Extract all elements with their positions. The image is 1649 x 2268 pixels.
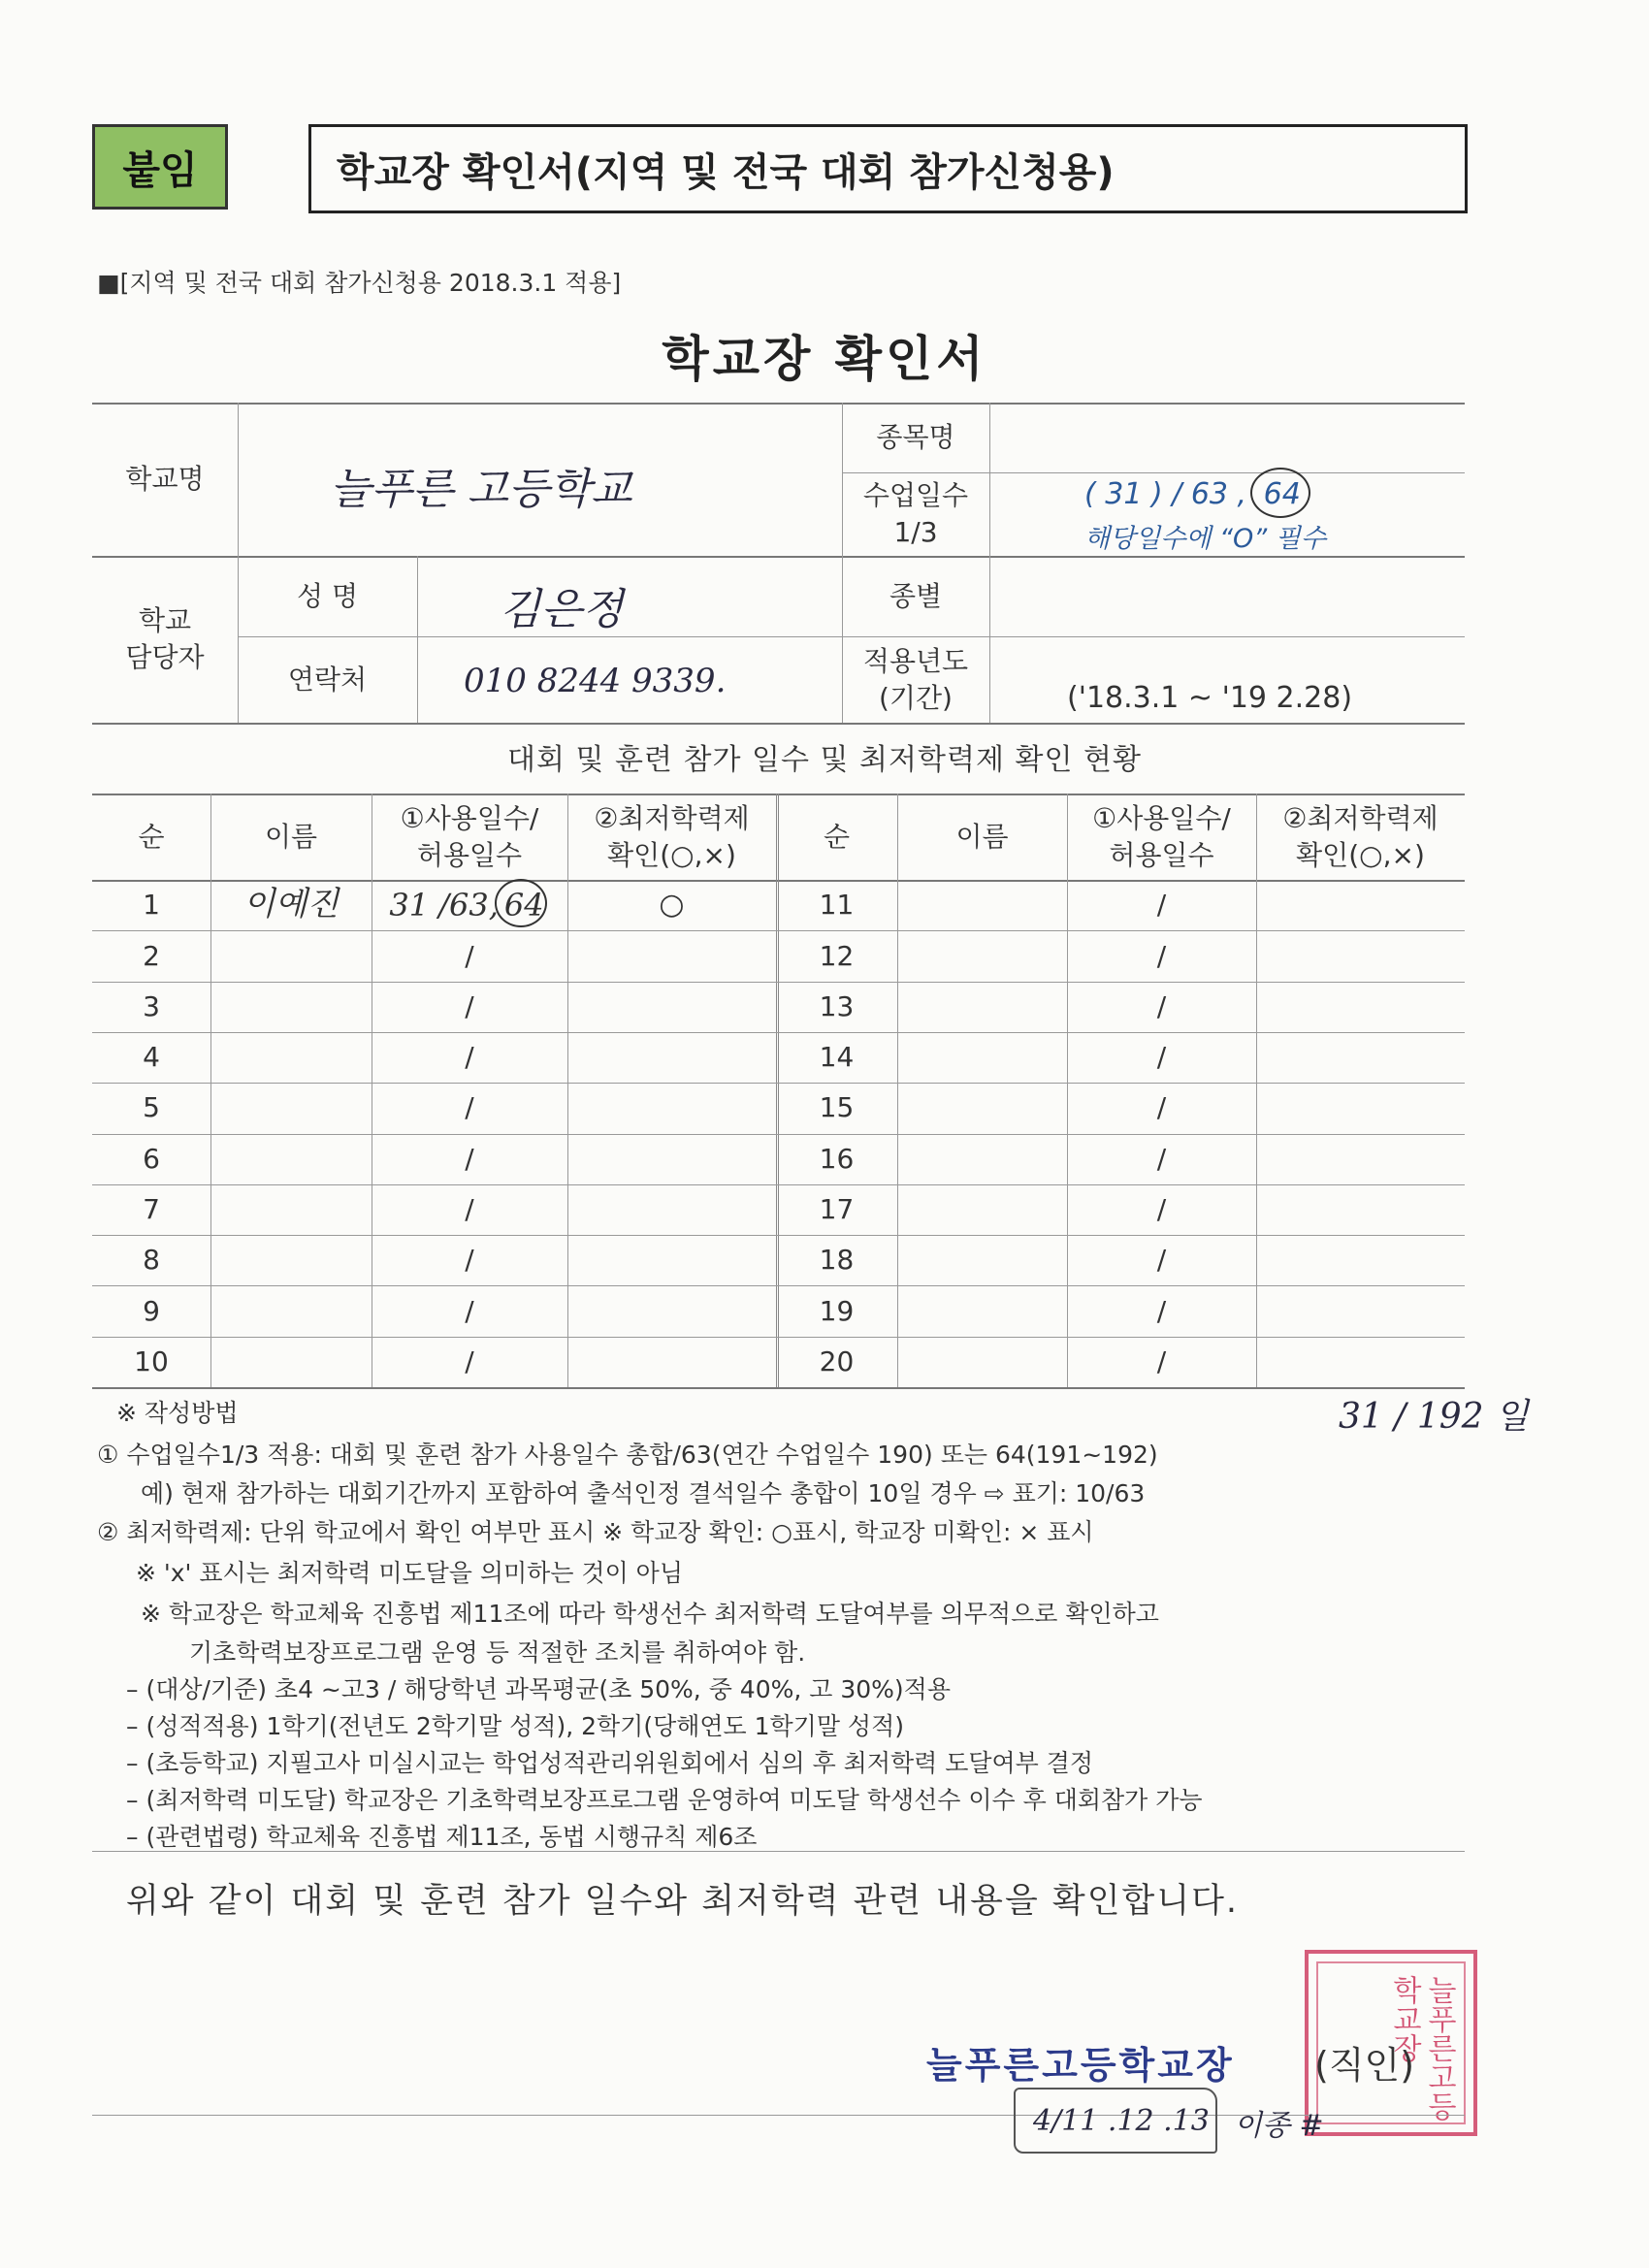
- row-number: 19: [819, 1294, 855, 1327]
- row-name: [210, 1337, 372, 1387]
- principal-name: 늘푸른고등학교장: [926, 2044, 1235, 2087]
- contact-label: 연락처: [287, 663, 368, 696]
- info-divider: [417, 556, 418, 723]
- header-title: 학교장 확인서(지역 및 전국 대회 참가신청용): [308, 124, 1468, 213]
- school-days-label-line1: 수업일수: [862, 479, 969, 512]
- note-1b: 예) 현재 참가하는 대회기간까지 포함하여 출석인정 결석일수 총합이 10일 경우 ⇨ 표기: 10/63: [141, 1479, 1146, 1507]
- row-number: 14: [819, 1041, 855, 1074]
- year-label-line1: 적용년도: [862, 644, 969, 677]
- days-circled-wrap: [1256, 477, 1309, 511]
- row-check: [567, 930, 776, 981]
- header-min-line1: ②최저학력제: [594, 801, 750, 834]
- row-check: ○: [659, 887, 685, 922]
- header-days: [372, 794, 567, 880]
- row-number: 1: [143, 889, 160, 922]
- row-number: 4: [143, 1041, 160, 1074]
- row-check: [567, 1032, 776, 1083]
- header-name: 이름: [264, 820, 318, 853]
- handwritten-note: 이종 #: [1234, 2109, 1324, 2143]
- hand-note: 31 / 192 일: [1339, 1397, 1529, 1437]
- bullet-1: – (대상/기준) 초4 ~고3 / 해당학년 과목평균(초 50%, 중 40%, 고 30%)적용: [126, 1675, 951, 1703]
- row-number: 20: [819, 1345, 855, 1377]
- row-number: 11: [819, 889, 855, 922]
- row-name: [210, 1032, 372, 1083]
- row-number: 6: [143, 1142, 160, 1175]
- school-name-value: 늘푸른 고등학교: [330, 465, 632, 514]
- row-name: [210, 1184, 372, 1235]
- row-days: /: [465, 939, 474, 972]
- row-days: /: [465, 1244, 474, 1277]
- note-4a: ※ 학교장은 학교체육 진흥법 제11조에 따라 학생선수 최저학력 도달여부를 의무적으로 확인하고: [141, 1600, 1159, 1628]
- header-days-line1: ①사용일수/: [1092, 801, 1231, 834]
- year-value: ('18.3.1 ~ '19 2.28): [1067, 681, 1353, 715]
- row-check: [1256, 1285, 1465, 1336]
- row-days: /: [1156, 889, 1167, 922]
- row-days: /: [465, 1142, 474, 1175]
- row-number: 3: [143, 989, 160, 1022]
- type-value: [989, 556, 1465, 636]
- row-days: /: [1156, 1244, 1167, 1277]
- row-days-circled: 64: [503, 886, 544, 923]
- row-check: [567, 1134, 776, 1184]
- row-number: 8: [143, 1244, 160, 1277]
- row-days: /: [1156, 1091, 1167, 1124]
- row-days-circled-wrap: [499, 885, 550, 926]
- school-days-note: 해당일수에 “O” 필수: [1084, 524, 1326, 554]
- manager-label-line1: 학교: [138, 604, 192, 637]
- confirmation-text: 위와 같이 대회 및 훈련 참가 일수와 최저학력 관련 내용을 확인합니다.: [126, 1882, 1240, 1921]
- row-days: [372, 880, 567, 930]
- note-4b: 기초학력보장프로그램 운영 등 적절한 조치를 취하여야 함.: [189, 1638, 806, 1667]
- row-number: 2: [143, 939, 160, 972]
- school-days-value: [1084, 477, 1309, 511]
- row-days: /: [465, 1041, 474, 1074]
- row-days: /: [1156, 1142, 1167, 1175]
- row-days: /: [1156, 1041, 1167, 1074]
- header-min-line2: 확인(○,×): [607, 838, 736, 871]
- row-days: /: [465, 1091, 474, 1124]
- notes-bottom-line: [92, 1851, 1465, 1852]
- row-check: [1256, 1184, 1465, 1235]
- row-name: [210, 1235, 372, 1285]
- handwritten-date-note: 4/11 .12 .13: [1014, 2088, 1217, 2154]
- header-days: [1067, 794, 1256, 880]
- row-name: [210, 1083, 372, 1133]
- row-name: 이예진: [242, 885, 340, 924]
- header-days-line2: 허용일수: [416, 838, 523, 871]
- attachment-tag: 붙임: [92, 124, 228, 210]
- table-bottom-line: [92, 1387, 1465, 1389]
- row-name: [210, 982, 372, 1032]
- manager-label: [92, 556, 238, 723]
- header-no: 순: [823, 820, 851, 853]
- school-days-label-line2: 1/3: [893, 516, 938, 548]
- bullet-5: – (관련법령) 학교체육 진흥법 제11조, 동법 시행규칙 제6조: [126, 1823, 758, 1851]
- row-number: 16: [819, 1142, 855, 1175]
- info-line: [92, 723, 1465, 725]
- row-check: [1256, 1235, 1465, 1285]
- school-label: 학교명: [125, 463, 205, 496]
- header-days-line2: 허용일수: [1109, 838, 1214, 871]
- row-check: [1256, 930, 1465, 981]
- row-check: [567, 1083, 776, 1133]
- type-label: 종별: [889, 579, 943, 612]
- year-label: [842, 636, 989, 723]
- row-check: [567, 1235, 776, 1285]
- seal-text: 늘푸른고등학교장: [1387, 1975, 1456, 2121]
- header-min-line1: ②최저학력제: [1282, 801, 1439, 834]
- header-no: 순: [138, 820, 165, 853]
- days-used-value: ( 31 ) / 63 ,: [1084, 477, 1247, 511]
- row-number: 15: [819, 1091, 855, 1124]
- row-number: 7: [143, 1193, 160, 1226]
- row-name: [897, 930, 1067, 981]
- row-name: [897, 1285, 1067, 1336]
- school-days-label: [842, 472, 989, 556]
- header-days-line1: ①사용일수/: [400, 801, 539, 834]
- note-3: ※ 'x' 표시는 최저학력 미도달을 의미하는 것이 아님: [136, 1559, 683, 1587]
- row-name: [210, 1285, 372, 1336]
- row-name: [897, 880, 1067, 930]
- row-days-value: 31 /63,: [389, 886, 499, 923]
- row-check: [567, 982, 776, 1032]
- row-name: [897, 1337, 1067, 1387]
- note-1a: ① 수업일수1/3 적용: 대회 및 훈련 참가 사용일수 총합/63(연간 수업일수 190) 또는 64(191~192): [97, 1441, 1158, 1469]
- row-number: 9: [143, 1294, 160, 1327]
- row-days: /: [465, 989, 474, 1022]
- header-min-line2: 확인(○,×): [1296, 838, 1425, 871]
- name-label: 성 명: [297, 579, 358, 612]
- row-name: [897, 1083, 1067, 1133]
- row-days: /: [1156, 1294, 1167, 1327]
- row-days: /: [1156, 989, 1167, 1022]
- row-check: [1256, 982, 1465, 1032]
- note-2: ② 최저학력제: 단위 학교에서 확인 여부만 표시 ※ 학교장 확인: ○표시, 학교장 미확인: × 표시: [97, 1518, 1094, 1546]
- row-number: 18: [819, 1244, 855, 1277]
- row-name: [897, 1235, 1067, 1285]
- event-value: [989, 403, 1465, 472]
- header-min: [567, 794, 776, 880]
- row-days: /: [1156, 939, 1167, 972]
- row-days: /: [465, 1294, 474, 1327]
- form-subtitle: ■[지역 및 전국 대회 참가신청용 2018.3.1 적용]: [97, 269, 622, 297]
- manager-label-line2: 담당자: [125, 641, 205, 673]
- manager-name-value: 김은정: [500, 585, 624, 634]
- row-name: [897, 982, 1067, 1032]
- row-check: [1256, 1337, 1465, 1387]
- year-label-line2: (기간): [879, 681, 953, 714]
- row-name: [897, 1032, 1067, 1083]
- row-days: /: [465, 1193, 474, 1226]
- row-days: /: [1156, 1345, 1167, 1377]
- row-name: [210, 1134, 372, 1184]
- event-label: 종목명: [876, 421, 955, 454]
- notes-heading: ※ 작성방법: [116, 1399, 239, 1427]
- row-check: [567, 1337, 776, 1387]
- seal-label: (직인): [1314, 2044, 1415, 2087]
- row-number: 12: [819, 939, 855, 972]
- bullet-3: – (초등학교) 지필고사 미실시교는 학업성적관리위원회에서 심의 후 최저학력 도달여부 결정: [126, 1749, 1094, 1777]
- row-check: [1256, 880, 1465, 930]
- row-name: [897, 1184, 1067, 1235]
- row-name: [210, 930, 372, 981]
- row-number: 17: [819, 1193, 855, 1226]
- hand-circle-mark: [495, 879, 547, 927]
- row-number: 10: [134, 1345, 169, 1377]
- row-check: [1256, 1032, 1465, 1083]
- section-title: 대회 및 훈련 참가 일수 및 최저학력제 확인 현황: [507, 743, 1142, 777]
- days-circled-value: 64: [1263, 477, 1301, 511]
- row-days: /: [1156, 1193, 1167, 1226]
- contact-value: 010 8244 9339.: [464, 662, 727, 700]
- row-number: 13: [819, 989, 855, 1022]
- bullet-4: – (최저학력 미도달) 학교장은 기초학력보장프로그램 운영하여 미도달 학생선수 이수 후 대회참가 가능: [126, 1786, 1203, 1814]
- row-check: [567, 1184, 776, 1235]
- hand-circle-mark: [1250, 468, 1310, 518]
- row-check: [567, 1285, 776, 1336]
- header-min: [1256, 794, 1465, 880]
- row-number: 5: [143, 1091, 160, 1124]
- row-name: [897, 1134, 1067, 1184]
- bullet-2: – (성적적용) 1학기(전년도 2학기말 성적), 2학기(당해연도 1학기말 성적): [126, 1712, 904, 1740]
- row-check: [1256, 1134, 1465, 1184]
- document-title: 학교장 확인서: [662, 331, 987, 387]
- header-name: 이름: [955, 820, 1009, 853]
- row-check: [1256, 1083, 1465, 1133]
- row-days: /: [465, 1345, 474, 1377]
